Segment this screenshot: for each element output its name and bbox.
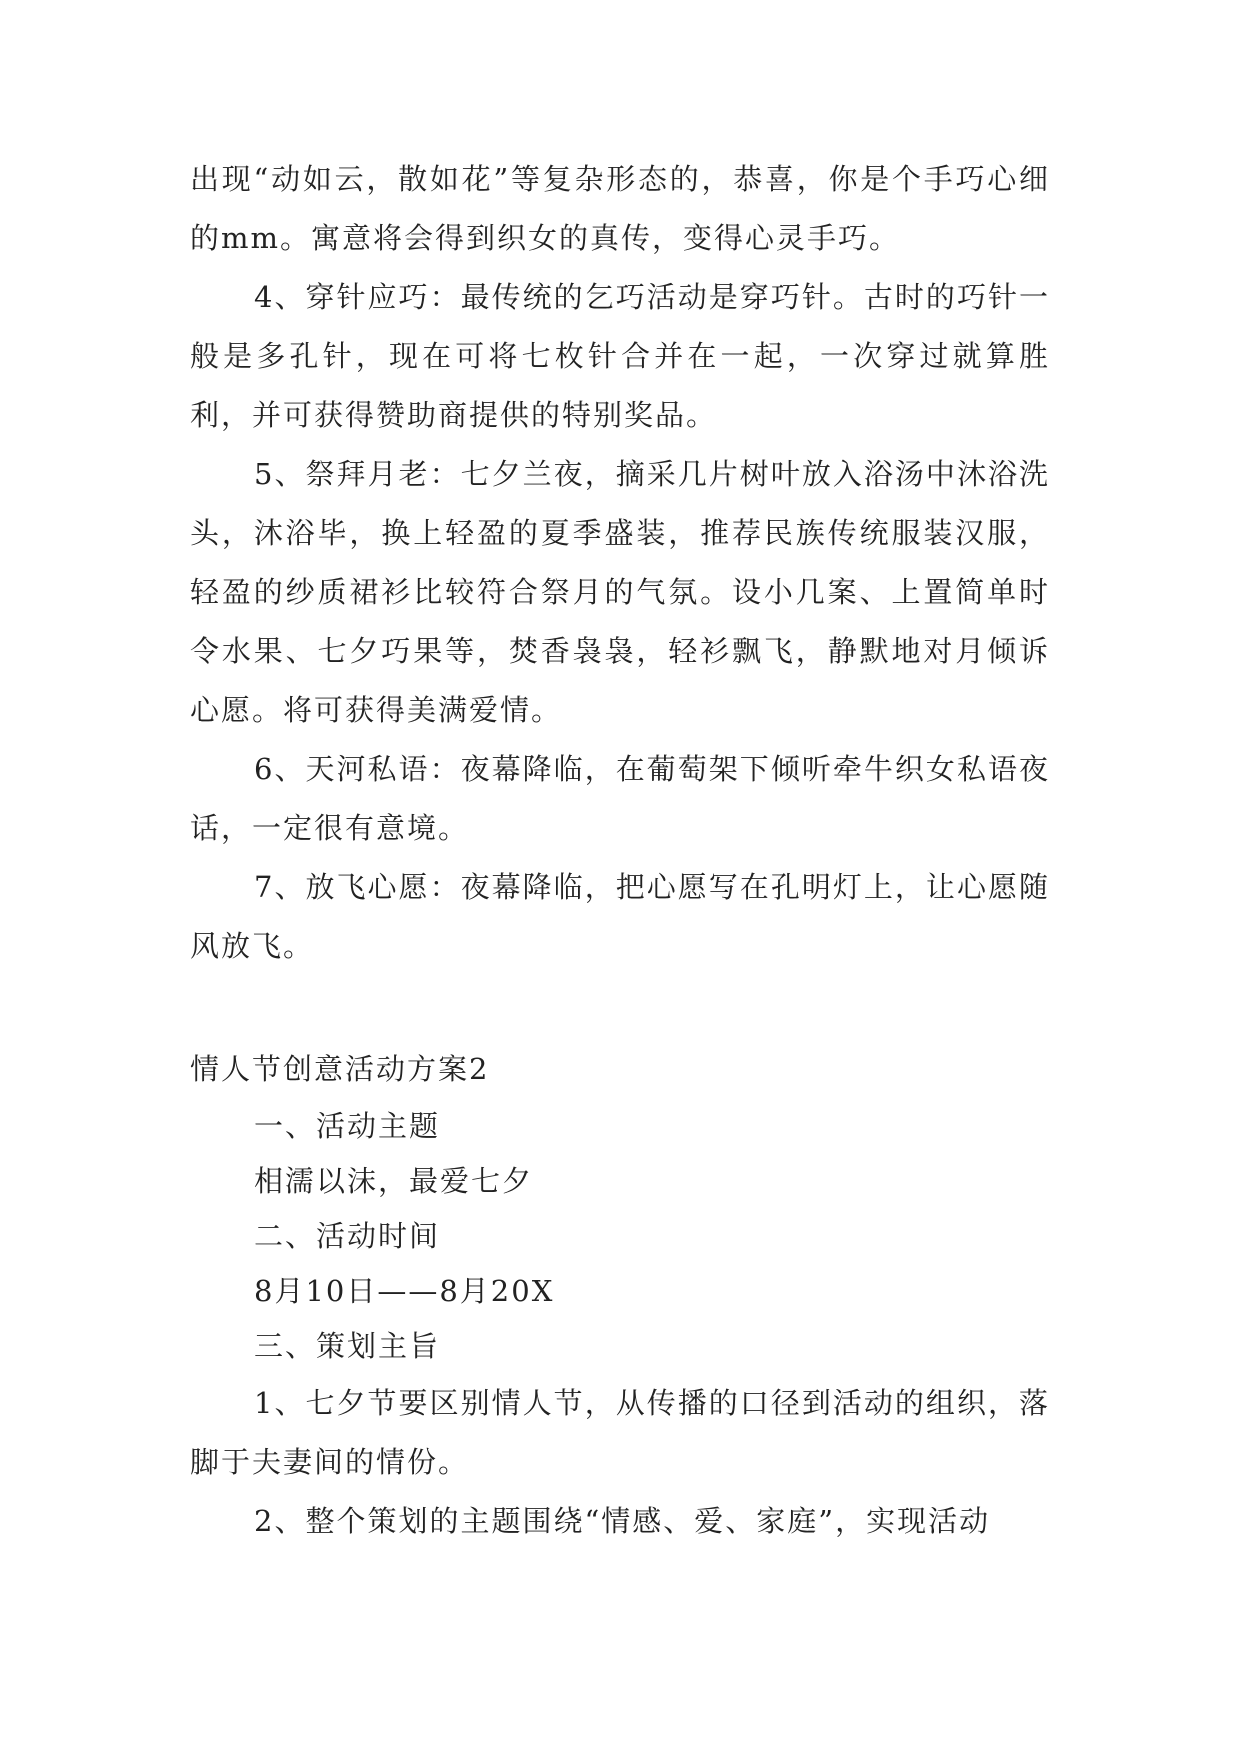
purpose-item-2: 2、整个策划的主题围绕“情感、爱、家庭”，实现活动 (254, 1504, 991, 1538)
purpose-heading: 三、策划主旨 (254, 1329, 441, 1363)
paragraph-item-6: 6、天河私语：夜幕降临，在葡萄架下倾听牵牛织女私语夜话，一定很有意境。 (190, 752, 1050, 845)
paragraph-item-7: 7、放飞心愿：夜幕降临，把心愿写在孔明灯上，让心愿随风放飞。 (190, 870, 1050, 963)
paragraph-continued: 出现“动如云，散如花”等复杂形态的，恭喜，你是个手巧心细的mm。寓意将会得到织女的真传，变得心灵手巧。 (190, 162, 1050, 255)
purpose-item-1: 1、七夕节要区别情人节，从传播的口径到活动的组织，落脚于夫妻间的情份。 (190, 1386, 1050, 1479)
section-title: 情人节创意活动方案2 (190, 1052, 490, 1086)
paragraph-item-4: 4、穿针应巧：最传统的乞巧活动是穿巧针。古时的巧针一般是多孔针，现在可将七枚针合并在一起，一次穿过就算胜利，并可获得赞助商提供的特别奖品。 (190, 280, 1050, 432)
document-page (190, 150, 1050, 1551)
time-heading: 二、活动时间 (254, 1219, 441, 1253)
theme-heading: 一、活动主题 (254, 1109, 441, 1143)
theme-text: 相濡以沫，最爱七夕 (254, 1164, 534, 1198)
time-text: 8月10日——8月20X (254, 1274, 555, 1308)
paragraph-item-5: 5、祭拜月老：七夕兰夜，摘采几片树叶放入浴汤中沐浴洗头，沐浴毕，换上轻盈的夏季盛装，推荐民族传统服装汉服，轻盈的纱质裙衫比较符合祭月的气氛。设小几案、上置简单时令水果、七夕巧果等，焚香袅袅，轻衫飘飞，静默地对月倾诉心愿。将可获得美满爱情。 (190, 457, 1050, 727)
